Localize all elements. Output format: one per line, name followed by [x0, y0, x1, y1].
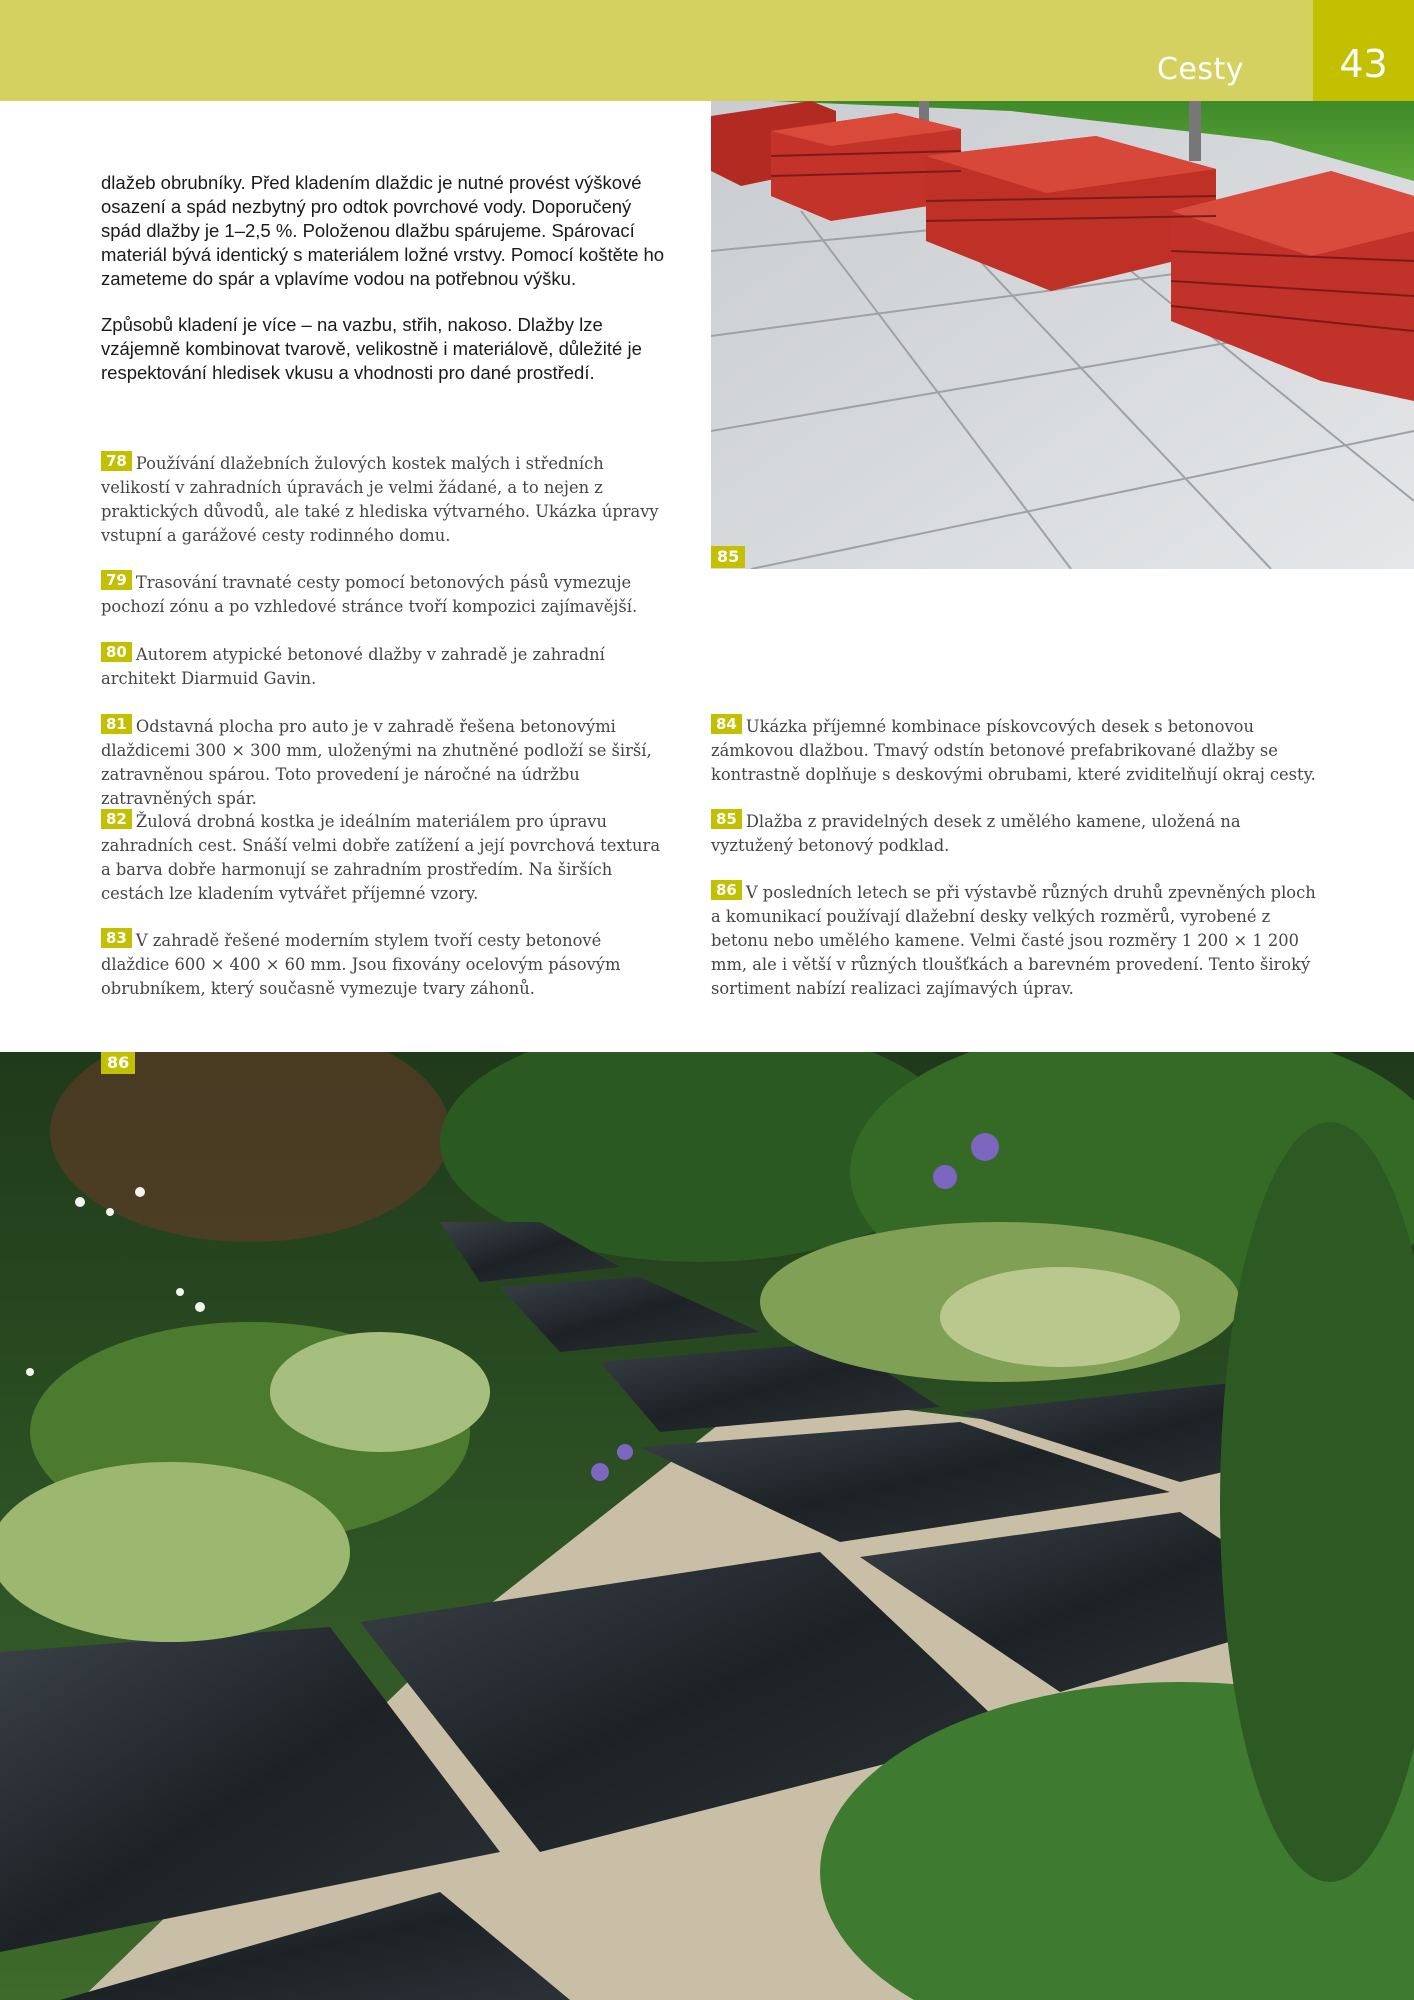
caption-86 [711, 880, 1321, 1001]
caption-79 [101, 570, 671, 619]
caption-text: Trasování travnaté cesty pomocí betonových pásů vymezuje pochozí zónu a po vzhledové stránce tvoří kompozici zajímavější. [101, 573, 638, 616]
caption-80 [101, 642, 671, 691]
body-paragraph: Způsobů kladení je více – na vazbu, střih, nakoso. Dlažby lze vzájemně kombinovat tvarově, velikostně i materiálově, důležité je respektování hledisek vkusu a vhodnosti pro dané prostředí. [101, 314, 642, 383]
photo-label-85: 85 [711, 546, 745, 568]
page-number: 43 [1339, 42, 1388, 86]
caption-text: Ukázka příjemné kombinace pískovcových desek s betonovou zámkovou dlažbou. Tmavý odstín betonové prefabrikované dlažby se kontrastně doplňuje s deskovými obrubami, které zviditelňují okraj cesty. [711, 717, 1316, 784]
caption-number: 82 [101, 809, 132, 829]
caption-number: 81 [101, 714, 132, 734]
caption-text: Autorem atypické betonové dlažby v zahradě je zahradní architekt Diarmuid Gavin. [101, 645, 605, 688]
caption-number: 86 [711, 880, 742, 900]
caption-text: Dlažba z pravidelných desek z umělého kamene, uložená na vyztužený betonový podklad. [711, 812, 1241, 855]
caption-82 [101, 809, 671, 906]
caption-text: V zahradě řešené moderním stylem tvoří cesty betonové dlaždice 600 × 400 × 60 mm. Jsou fixovány ocelovým pásovým obrubníkem, který současně vymezuje tvary záhonů. [101, 931, 621, 998]
caption-number: 85 [711, 809, 742, 829]
section-title: Cesty [1156, 52, 1244, 87]
photo-86-garden-slabs [0, 1052, 1414, 2000]
caption-number: 80 [101, 642, 132, 662]
caption-number: 79 [101, 570, 132, 590]
caption-number: 84 [711, 714, 742, 734]
caption-text: Žulová drobná kostka je ideálním materiálem pro úpravu zahradních cest. Snáší velmi dobře zatížení a její povrchová textura a barva dobře harmonují se zahradním prostředím. Na širších cestách lze kladením vytvářet příjemné vzory. [101, 812, 661, 903]
caption-text: Odstavná plocha pro auto je v zahradě řešena betonovými dlaždicemi 300 × 300 mm, uloženými na zhutněné podloží se širší, zatravněnou spárou. Toto provedení je náročné na údržbu zatravněných spár. [101, 717, 652, 808]
caption-85 [711, 809, 1321, 858]
body-paragraph: dlažeb obrubníky. Před kladením dlaždic je nutné provést výškové osazení a spád nezbytný pro odtok povrchové vody. Doporučený spád dlažby je 1–2,5 %. Položenou dlažbu spárujeme. Spárovací materiál bývá identický s materiálem ložné vrstvy. Pomocí koštěte ho zameteme do spár a vplavíme vodou na potřebnou výšku. [101, 172, 665, 289]
caption-text: V posledních letech se při výstavbě různých druhů zpevněných ploch a komunikací používají dlažební desky velkých rozměrů, vyrobené z betonu nebo umělého kamene. Velmi časté jsou rozměry 1 200 × 1 200 mm, ale i větší v různých tloušťkách a barevném provedení. Tento široký sortiment nabízí realizaci zajímavých úprav. [711, 883, 1316, 998]
caption-81 [101, 714, 671, 811]
caption-number: 83 [101, 928, 132, 948]
caption-number: 78 [101, 451, 132, 471]
paving-benches-image [711, 101, 1414, 569]
caption-84 [711, 714, 1321, 787]
photo-label-86: 86 [101, 1052, 135, 1074]
caption-text: Používání dlažebních žulových kostek malých i středních velikostí v zahradních úpravách je velmi žádané, a to nejen z praktických důvodů, ale také z hlediska výtvarného. Ukázka úpravy vstupní a garážové cesty rodinného domu. [101, 454, 659, 545]
caption-83 [101, 928, 671, 1001]
caption-78 [101, 451, 671, 548]
photo-85-paving-benches [711, 101, 1414, 569]
garden-slabs-image [0, 1052, 1414, 2000]
